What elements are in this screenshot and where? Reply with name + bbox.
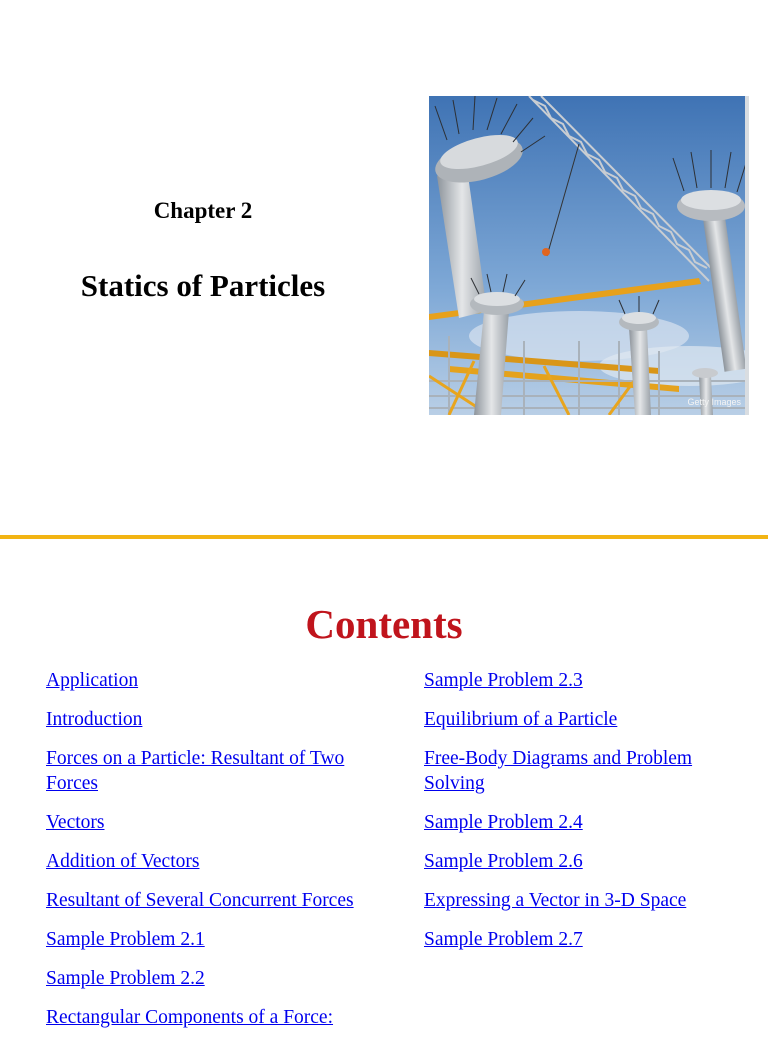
slide-divider	[0, 535, 768, 539]
construction-photo	[429, 96, 749, 415]
contents-link[interactable]: Sample Problem 2.6	[424, 851, 583, 872]
slide-title: Statics of Particles	[80, 268, 326, 303]
contents-link[interactable]: Addition of Vectors	[46, 851, 200, 872]
contents-link[interactable]: Application	[46, 670, 139, 691]
contents-heading: Contents	[305, 601, 463, 647]
contents-link[interactable]: Sample Problem 2.2	[46, 968, 205, 989]
contents-left-column	[46, 668, 396, 1044]
contents-link[interactable]: Expressing a Vector in 3-D Space	[424, 890, 687, 911]
contents-link[interactable]: Free-Body Diagrams and Problem Solving	[424, 748, 693, 794]
contents-link[interactable]: Rectangular Components of a Force:	[46, 1007, 334, 1028]
contents-link[interactable]: Sample Problem 2.1	[46, 929, 205, 950]
contents-link[interactable]: Sample Problem 2.3	[424, 670, 583, 691]
contents-link[interactable]: Sample Problem 2.7	[424, 929, 583, 950]
contents-link[interactable]: Vectors	[46, 812, 105, 833]
contents-link[interactable]: Equilibrium of a Particle	[424, 709, 618, 730]
contents-link[interactable]: Introduction	[46, 709, 143, 730]
photo-credit: Getty Images	[687, 397, 741, 407]
contents-link[interactable]: Sample Problem 2.4	[424, 812, 583, 833]
contents-link[interactable]: Resultant of Several Concurrent Forces	[46, 890, 354, 911]
contents-right-column	[424, 668, 744, 966]
contents-link[interactable]: Forces on a Particle: Resultant of Two Forces	[46, 748, 345, 794]
chapter-label: Chapter 2	[153, 198, 253, 223]
